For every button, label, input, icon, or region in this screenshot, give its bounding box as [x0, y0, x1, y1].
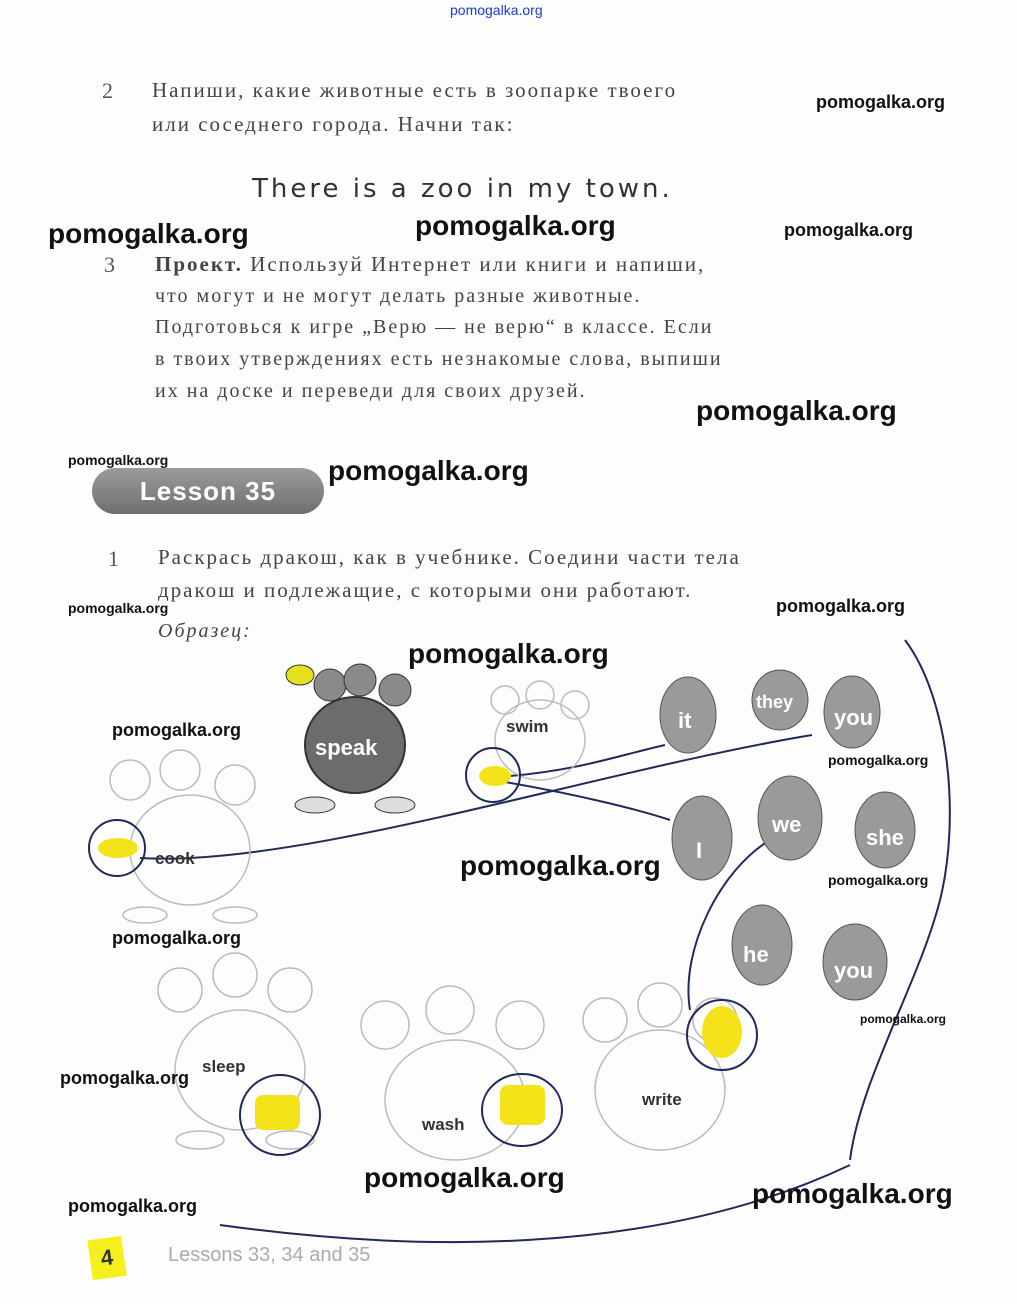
monster-i-label: I [696, 838, 703, 863]
monster-he [732, 905, 792, 985]
monster-he-label: he [743, 942, 769, 967]
monster-you-1-label: you [834, 705, 874, 730]
watermark: pomogalka.org [784, 220, 914, 240]
monster-it [660, 677, 716, 753]
exercise-1-number: 1 [108, 546, 119, 571]
watermark: pomogalka.org [460, 850, 661, 881]
dragon-wash-label: wash [422, 1115, 465, 1134]
write-highlight [702, 1006, 742, 1058]
monster-she-label: she [866, 825, 904, 850]
watermark: pomogalka.org [112, 928, 242, 948]
watermark: pomogalka.org [696, 395, 897, 426]
watermark: pomogalka.org [408, 638, 609, 669]
exercise-1-line-1: Раскрась дракош, как в учебнике. Соедини части тела [158, 545, 741, 569]
watermark: pomogalka.org [450, 2, 543, 18]
page-number: 4 [87, 1236, 126, 1280]
watermark: pomogalka.org [776, 596, 906, 616]
watermark: pomogalka.org [860, 1012, 947, 1026]
exercise-2-example: There is a zoo in my town. [252, 174, 673, 204]
monster-we [758, 776, 822, 860]
watermark: pomogalka.org [816, 92, 946, 112]
exercise-3-line-4: в твоих утверждениях есть незнакомые слова, выпиши [155, 348, 723, 370]
monster-you-2 [823, 924, 887, 1000]
dragon-write [583, 983, 737, 1150]
exercise-3-line-2: что могут и не могут делать разные животные. [155, 285, 642, 307]
watermark: pomogalka.org [68, 1196, 198, 1216]
monster-you-2-label: you [834, 958, 874, 983]
watermark: pomogalka.org [364, 1162, 565, 1193]
ink-line-swim-i [505, 782, 670, 820]
exercise-2-line-1: Напиши, какие животные есть в зоопарке твоего [152, 78, 678, 102]
exercise-3-lead: Проект. [155, 252, 243, 276]
cook-highlight [98, 838, 138, 858]
watermark: pomogalka.org [328, 455, 529, 486]
watermark: pomogalka.org [60, 1068, 190, 1088]
watermark: pomogalka.org [752, 1178, 953, 1209]
exercise-1-line-2: дракош и подлежащие, с которыми они работают. [158, 578, 693, 602]
dragon-speak [286, 664, 415, 813]
monster-you-1 [824, 676, 880, 748]
dragon-sleep-label: sleep [202, 1057, 246, 1076]
exercise-3-line-5: их на доске и переведи для своих друзей. [155, 380, 587, 402]
monster-she [855, 792, 915, 868]
watermark: pomogalka.org [828, 752, 929, 768]
monster-they [752, 670, 808, 730]
exercise-3-number: 3 [104, 252, 115, 277]
dragon-cook [110, 750, 257, 923]
monster-it-label: it [678, 708, 692, 733]
watermark: pomogalka.org [68, 452, 169, 468]
watermark: pomogalka.org [48, 218, 249, 249]
exercise-3-line-1-text: Используй Интернет или книги и напиши, [250, 252, 706, 276]
ink-line-swim-it [510, 745, 665, 776]
sleep-highlight [255, 1095, 300, 1130]
exercise-2-number: 2 [102, 78, 113, 103]
wash-highlight [500, 1085, 545, 1125]
exercise-2-line-2: или соседнего города. Начни так: [152, 112, 515, 136]
watermark: pomogalka.org [415, 210, 616, 241]
footer-title: Lessons 33, 34 and 35 [168, 1244, 371, 1266]
monster-they-label: they [756, 692, 794, 712]
exercise-3-line-3: Подготовься к игре „Верю — не верю“ в классе. Если [155, 316, 714, 338]
watermark: pomogalka.org [68, 600, 169, 616]
dragon-cook-label: cook [155, 849, 195, 868]
watermark: pomogalka.org [112, 720, 242, 740]
dragon-write-label: write [642, 1090, 682, 1109]
swim-highlight [479, 766, 511, 786]
watermark: pomogalka.org [828, 872, 929, 888]
monster-we-label: we [772, 812, 802, 837]
dragon-swim-label: swim [506, 717, 549, 736]
dragon-speak-label: speak [315, 735, 378, 760]
monster-i [672, 796, 732, 880]
exercise-1-sample: Образец: [158, 620, 252, 642]
lesson-title: Lesson 35 [92, 468, 324, 514]
